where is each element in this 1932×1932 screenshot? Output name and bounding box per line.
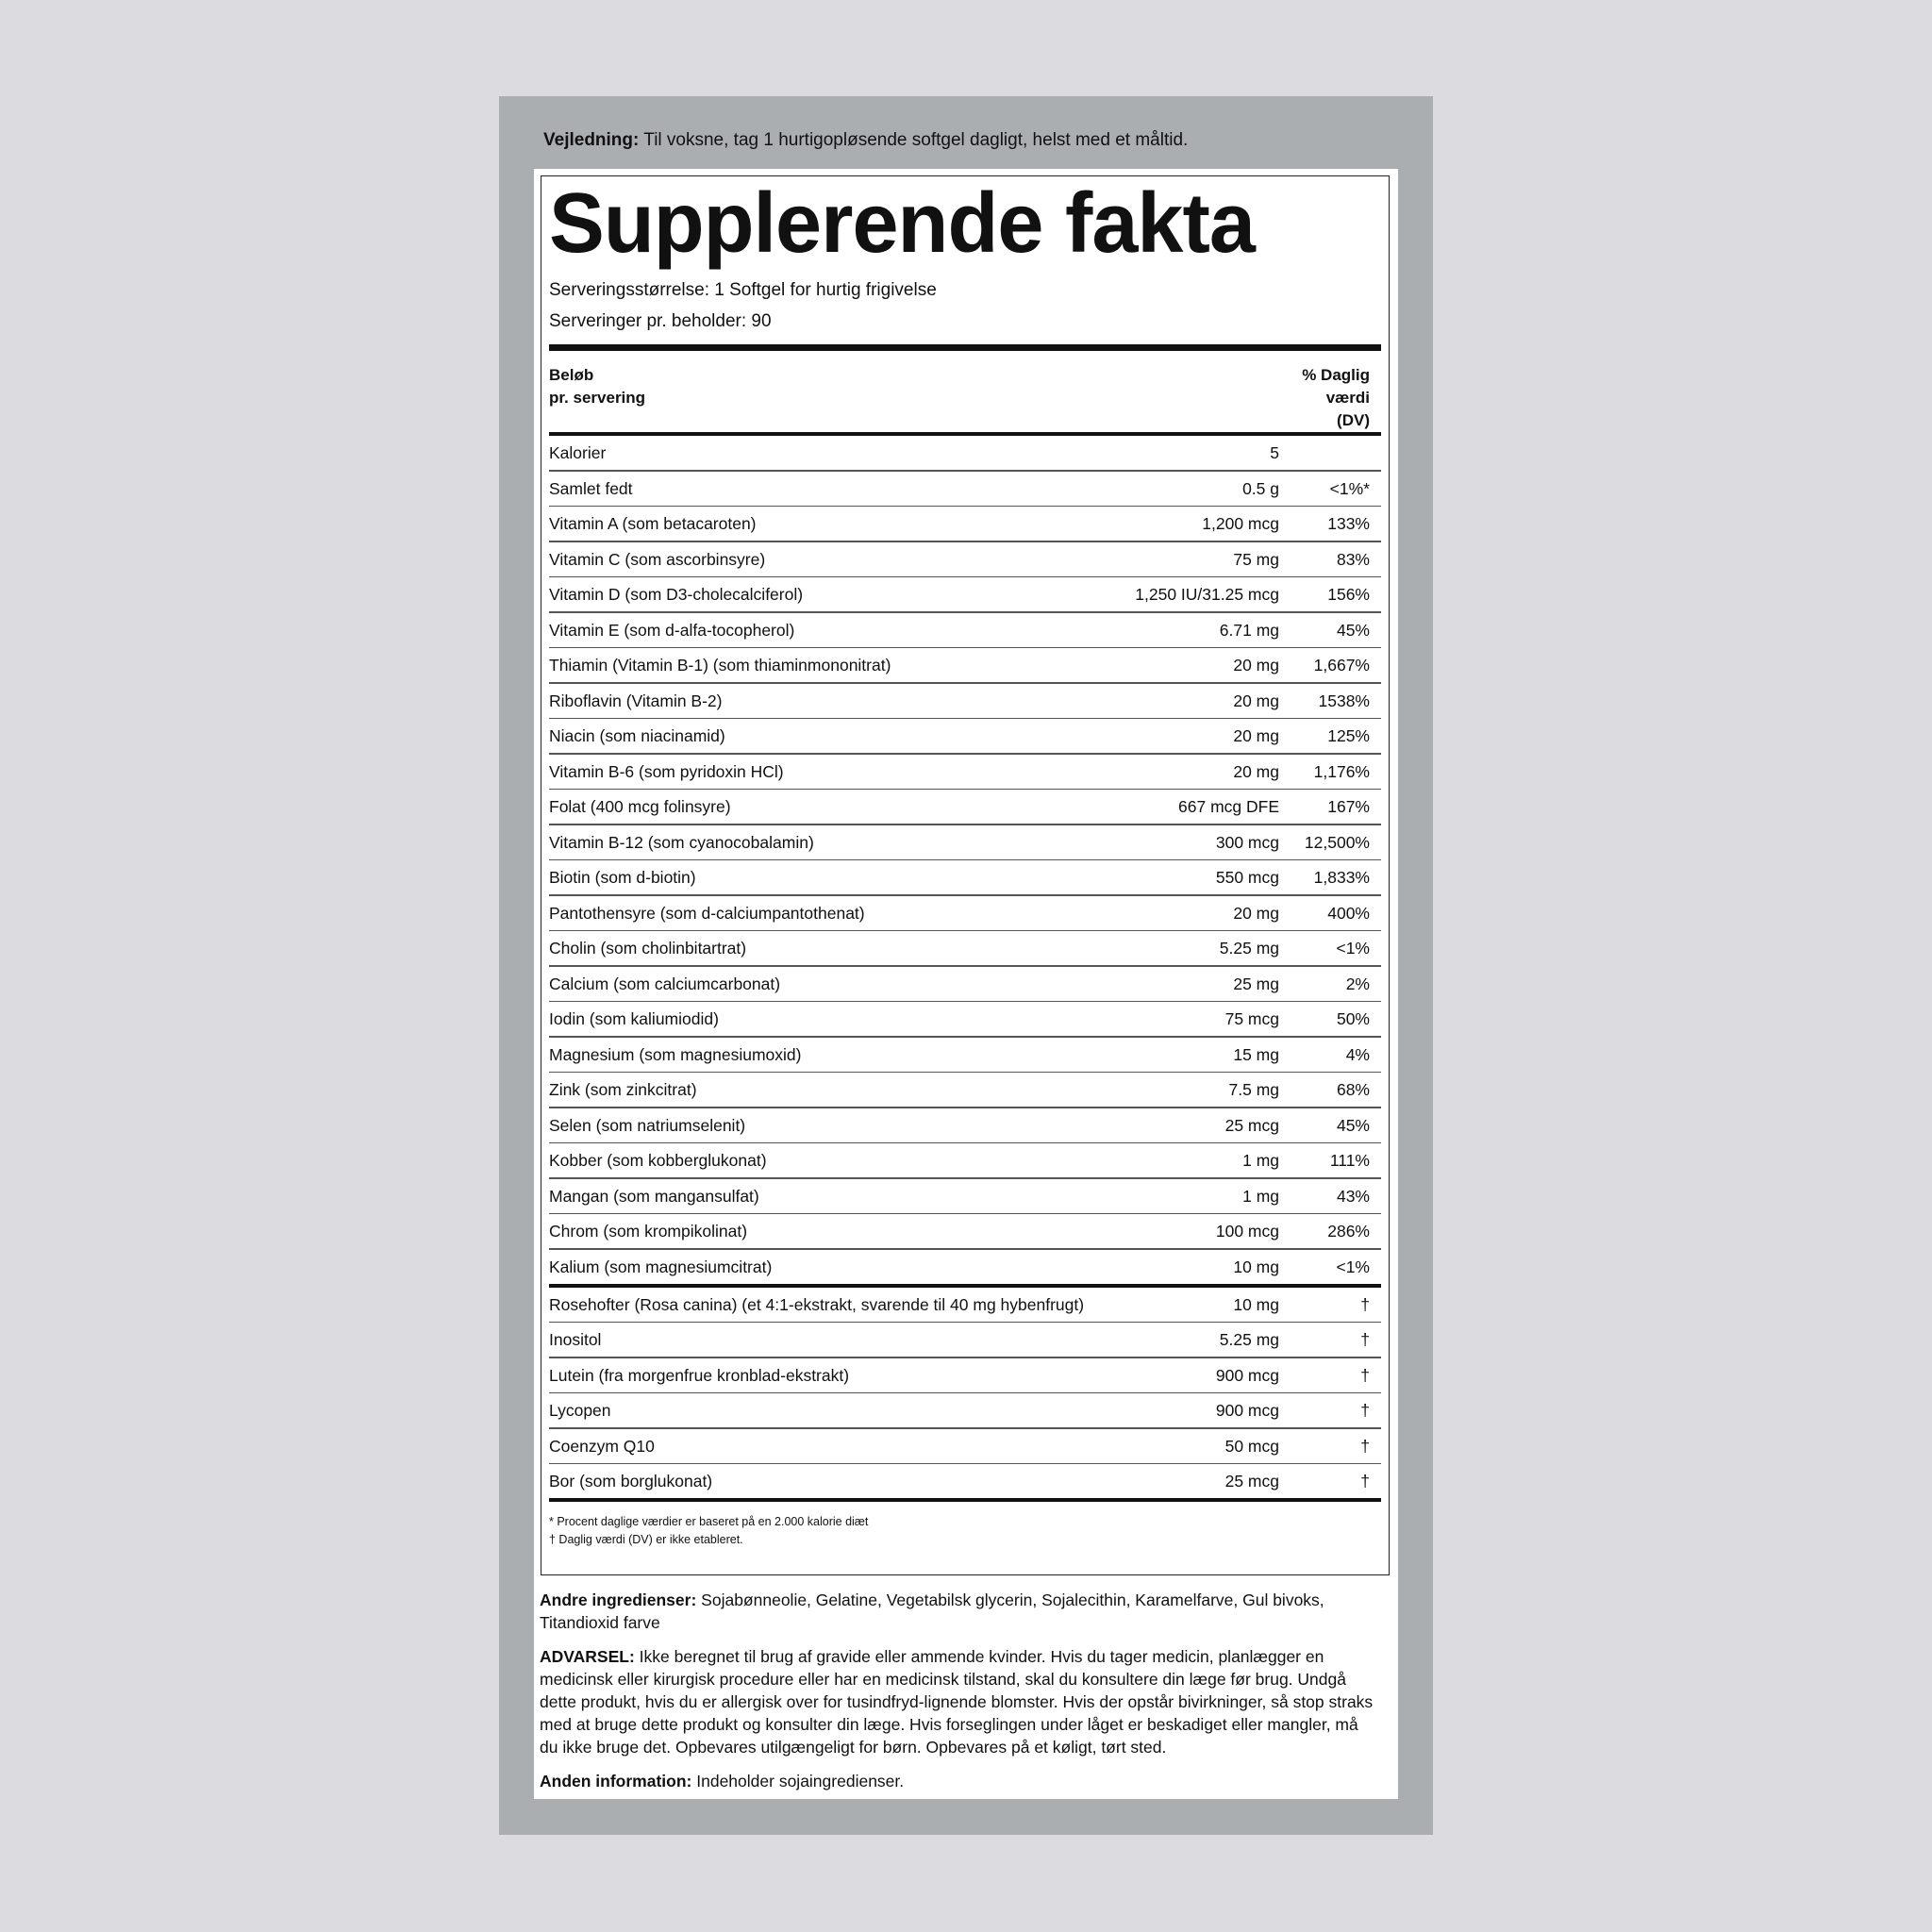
nutrient-name: Bor (som borglukonat) [549, 1472, 713, 1491]
nutrient-row [549, 1429, 1381, 1463]
nutrient-row [549, 1214, 1381, 1248]
nutrient-group-1 [549, 436, 1381, 1284]
nutrient-amount: 1 mg [1242, 1186, 1279, 1206]
label-card [534, 169, 1398, 1799]
nutrient-daily-value: <1%* [1329, 478, 1370, 498]
nutrient-amount: 7.5 mg [1228, 1080, 1279, 1099]
nutrient-name: Kalorier [549, 443, 607, 462]
footnote-dv-basis: * Procent daglige værdier er baseret på en 2.000 kalorie diæt [549, 1515, 869, 1528]
nutrient-row [549, 860, 1381, 894]
other-info-text: Indeholder sojaingredienser. [696, 1772, 905, 1790]
nutrient-name: Vitamin E (som d-alfa-tocopherol) [549, 620, 795, 640]
nutrient-amount: 25 mcg [1224, 1115, 1279, 1135]
nutrient-name: Pantothensyre (som d-calciumpantothenat) [549, 903, 865, 923]
nutrient-daily-value: 167% [1327, 797, 1370, 816]
nutrient-amount: 20 mg [1233, 691, 1279, 710]
nutrient-name: Iodin (som kaliumiodid) [549, 1009, 719, 1028]
nutrient-amount: 75 mg [1233, 549, 1279, 569]
nutrient-name: Chrom (som krompikolinat) [549, 1222, 748, 1241]
nutrient-name: Vitamin D (som D3-cholecalciferol) [549, 585, 804, 604]
nutrient-name: Zink (som zinkcitrat) [549, 1080, 697, 1099]
other-ingredients-label: Andre ingredienser: [540, 1591, 697, 1609]
divider-bottom [549, 1498, 1381, 1502]
warning-text: Ikke beregnet til brug af gravide eller ammende kvinder. Hvis du tager medicin, planlægger en medicinsk eller kirurgisk procedure eller har en medicinsk tilstand, skal du konsultere din læge før brug. Undgå dette produkt, hvis du er allergisk over for tusindfryd-lignende blomster. Hvis der opstår bivirkninger, så stop straks med at bruge dette produkt og konsulter din læge. Hvis forseglingen under låget er beskadiget eller mangler, må du ikke bruge det. Opbevares utilgængeligt for børn. Opbevares på et køligt, tørt sted. [540, 1647, 1374, 1757]
nutrient-amount: 1,200 mcg [1202, 514, 1279, 533]
nutrient-daily-value: 1,833% [1313, 868, 1370, 887]
table-header [549, 351, 1381, 432]
nutrient-daily-value: † [1360, 1330, 1370, 1349]
nutrient-amount: 5 [1270, 443, 1279, 462]
label-panel [499, 96, 1433, 1835]
nutrient-row [549, 1250, 1381, 1284]
nutrient-daily-value: 12,500% [1304, 832, 1370, 852]
footnotes [549, 1513, 1381, 1549]
nutrient-amount: 75 mcg [1224, 1009, 1279, 1028]
nutrient-daily-value: 1,176% [1313, 761, 1370, 781]
nutrient-amount: 5.25 mg [1219, 1330, 1279, 1349]
serving-size: Serveringsstørrelse: 1 Softgel for hurtig frigivelse [549, 280, 937, 300]
nutrient-row [549, 825, 1381, 859]
nutrient-row [549, 648, 1381, 682]
nutrient-amount: 20 mg [1233, 903, 1279, 923]
nutrient-daily-value: <1% [1336, 939, 1370, 958]
nutrient-daily-value: 125% [1327, 726, 1370, 745]
directions-label: Vejledning: [543, 130, 640, 150]
nutrient-daily-value: 4% [1345, 1044, 1370, 1064]
nutrient-amount: 0.5 g [1242, 478, 1279, 498]
nutrient-name: Lutein (fra morgenfrue kronblad-ekstrakt) [549, 1365, 850, 1385]
nutrient-row [549, 719, 1381, 753]
nutrient-name: Cholin (som cholinbitartrat) [549, 939, 747, 958]
other-info-label: Anden information: [540, 1772, 692, 1790]
nutrient-amount: 20 mg [1233, 656, 1279, 675]
nutrient-name: Vitamin B-12 (som cyanocobalamin) [549, 832, 814, 852]
nutrient-name: Inositol [549, 1330, 602, 1349]
nutrient-row [549, 755, 1381, 789]
nutrient-name: Vitamin A (som betacaroten) [549, 514, 757, 533]
nutrient-amount: 667 mcg DFE [1178, 797, 1279, 816]
directions [543, 129, 1392, 152]
nutrient-amount: 15 mg [1233, 1044, 1279, 1064]
nutrient-name: Kalium (som magnesiumcitrat) [549, 1257, 773, 1276]
nutrient-daily-value: † [1360, 1294, 1370, 1314]
nutrient-daily-value: † [1360, 1401, 1370, 1420]
nutrient-row [549, 1358, 1381, 1392]
nutrient-name: Kobber (som kobberglukonat) [549, 1151, 767, 1170]
nutrient-name: Samlet fedt [549, 478, 633, 498]
nutrient-amount: 550 mcg [1215, 868, 1279, 887]
nutrient-name: Folat (400 mcg folinsyre) [549, 797, 731, 816]
other-ingredients [540, 1589, 1379, 1634]
nutrient-daily-value: 156% [1327, 585, 1370, 604]
nutrient-group-2 [549, 1288, 1381, 1499]
nutrient-row [549, 1143, 1381, 1177]
nutrient-name: Magnesium (som magnesiumoxid) [549, 1044, 802, 1064]
nutrient-name: Calcium (som calciumcarbonat) [549, 974, 781, 993]
nutrient-daily-value: 45% [1336, 1115, 1370, 1135]
nutrient-row [549, 896, 1381, 930]
nutrient-name: Vitamin C (som ascorbinsyre) [549, 549, 766, 569]
nutrient-daily-value: <1% [1336, 1257, 1370, 1276]
nutrient-amount: 5.25 mg [1219, 939, 1279, 958]
nutrient-daily-value: 286% [1327, 1222, 1370, 1241]
nutrient-row [549, 1073, 1381, 1107]
nutrient-row [549, 542, 1381, 576]
warning-label: ADVARSEL: [540, 1647, 635, 1666]
nutrient-row [549, 1393, 1381, 1427]
nutrient-row [549, 1108, 1381, 1142]
nutrient-amount: 25 mg [1233, 974, 1279, 993]
nutrient-name: Niacin (som niacinamid) [549, 726, 725, 745]
nutrient-amount: 6.71 mg [1219, 620, 1279, 640]
other-ingredients-text: Sojabønneolie, Gelatine, Vegetabilsk glycerin, Sojalecithin, Karamelfarve, Gul bivoks, Titandioxid farve [540, 1591, 1324, 1632]
nutrient-daily-value: 50% [1336, 1009, 1370, 1028]
nutrient-name: Mangan (som mangansulfat) [549, 1186, 759, 1206]
nutrient-daily-value: 111% [1329, 1151, 1370, 1170]
nutrient-amount: 100 mcg [1215, 1222, 1279, 1241]
nutrient-amount: 10 mg [1233, 1294, 1279, 1314]
nutrient-amount: 900 mcg [1215, 1365, 1279, 1385]
nutrient-row [549, 1002, 1381, 1036]
label-bottom-text [540, 1589, 1379, 1804]
nutrient-row [549, 684, 1381, 718]
nutrient-daily-value: † [1360, 1436, 1370, 1456]
nutrient-row [549, 577, 1381, 611]
nutrient-row [549, 613, 1381, 647]
other-info [540, 1770, 1379, 1792]
nutrient-amount: 300 mcg [1215, 832, 1279, 852]
nutrient-name: Rosehofter (Rosa canina) (et 4:1-ekstrakt, svarende til 40 mg hybenfrugt) [549, 1294, 1085, 1314]
nutrient-row [549, 931, 1381, 965]
nutrient-amount: 20 mg [1233, 726, 1279, 745]
supplement-facts-box [541, 175, 1390, 1575]
nutrient-daily-value: † [1360, 1365, 1370, 1385]
nutrient-daily-value: 133% [1327, 514, 1370, 533]
servings-per-container: Serveringer pr. beholder: 90 [549, 311, 772, 331]
nutrient-amount: 1 mg [1242, 1151, 1279, 1170]
nutrient-amount: 900 mcg [1215, 1401, 1279, 1420]
nutrient-daily-value: 43% [1336, 1186, 1370, 1206]
nutrient-name: Biotin (som d-biotin) [549, 868, 696, 887]
nutrient-row [549, 472, 1381, 506]
nutrient-daily-value: 1,667% [1313, 656, 1370, 675]
nutrient-amount: 20 mg [1233, 761, 1279, 781]
directions-text: Til voksne, tag 1 hurtigopløsende softgel dagligt, helst med et måltid. [643, 130, 1189, 150]
nutrient-amount: 25 mcg [1224, 1472, 1279, 1491]
nutrient-name: Thiamin (Vitamin B-1) (som thiaminmononitrat) [549, 656, 891, 675]
header-amount-per-serving: Beløb pr. servering [549, 366, 646, 407]
nutrient-daily-value: † [1360, 1472, 1370, 1491]
nutrient-row [549, 1038, 1381, 1072]
nutrient-name: Selen (som natriumselenit) [549, 1115, 746, 1135]
nutrient-daily-value: 2% [1345, 974, 1370, 993]
nutrient-daily-value: 1538% [1318, 691, 1370, 710]
nutrient-row [549, 1464, 1381, 1498]
nutrient-row [549, 436, 1381, 470]
nutrient-row [549, 507, 1381, 541]
nutrient-name: Vitamin B-6 (som pyridoxin HCl) [549, 761, 784, 781]
nutrient-row [549, 790, 1381, 824]
supplement-facts-inner [549, 176, 1381, 1549]
warning [540, 1645, 1379, 1758]
nutrient-daily-value: 45% [1336, 620, 1370, 640]
nutrient-name: Lycopen [549, 1401, 611, 1420]
footnote-dv-not-established: † Daglig værdi (DV) er ikke etableret. [549, 1533, 743, 1546]
nutrient-row [549, 1288, 1381, 1322]
divider-thick [549, 344, 1381, 351]
nutrient-daily-value: 400% [1327, 903, 1370, 923]
nutrient-amount: 1,250 IU/31.25 mcg [1135, 585, 1279, 604]
nutrient-row [549, 1179, 1381, 1213]
header-daily-value: % Daglig værdi (DV) [1302, 366, 1370, 429]
nutrient-amount: 50 mcg [1224, 1436, 1279, 1456]
nutrient-row [549, 1323, 1381, 1357]
nutrient-daily-value: 68% [1336, 1080, 1370, 1099]
nutrient-name: Coenzym Q10 [549, 1436, 655, 1456]
nutrient-row [549, 967, 1381, 1001]
nutrient-daily-value: 83% [1336, 549, 1370, 569]
nutrient-name: Riboflavin (Vitamin B-2) [549, 691, 723, 710]
facts-title: Supplerende fakta [549, 176, 1255, 271]
nutrient-amount: 10 mg [1233, 1257, 1279, 1276]
